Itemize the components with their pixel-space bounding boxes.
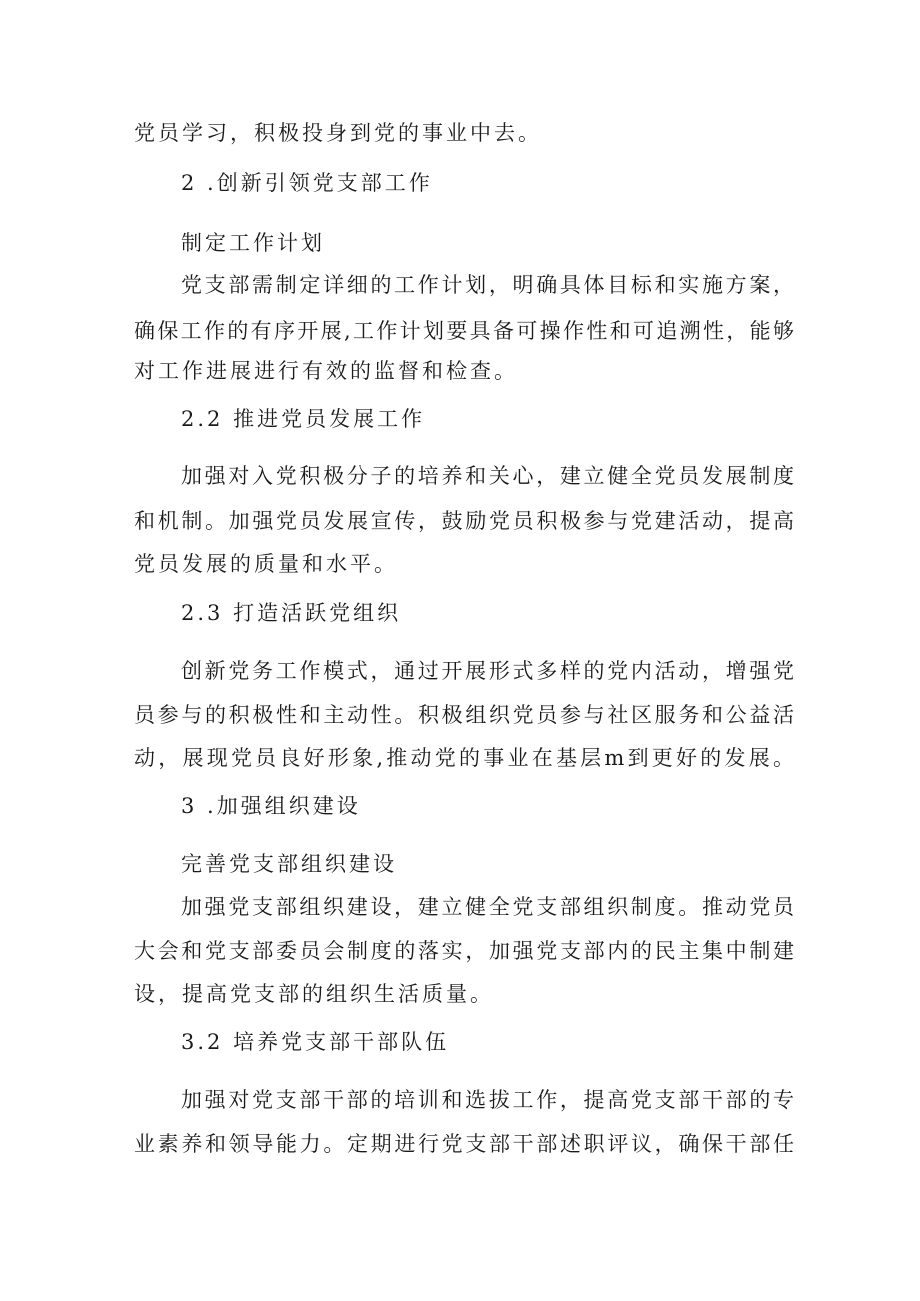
paragraph-line: 党员学习，积极投身到党的事业中去。: [134, 121, 542, 145]
paragraph-line: 党支部需制定详细的工作计划，明确具体目标和实施方案，: [181, 273, 794, 297]
paragraph-line: 大会和党支部委员会制度的落实，加强党支部内的民主集中制建: [134, 939, 794, 963]
paragraph-line: 加强对党支部干部的培训和选拔工作，提高党支部干部的专: [181, 1088, 794, 1112]
subsection-heading: 3.2 培养党支部干部队伍: [181, 1030, 450, 1054]
paragraph-line: 党员发展的质量和水平。: [134, 552, 398, 576]
paragraph-line: 动，展现党员良好形象,推动党的事业在基层m到更好的发展。: [134, 746, 794, 770]
subsection-heading: 2.2 推进党员发展工作: [181, 407, 426, 431]
paragraph-line: 设，提高党支部的组织生活质量。: [134, 982, 494, 1006]
paragraph-line: 业素养和领导能力。定期进行党支部干部述职评议，确保干部任: [134, 1132, 794, 1156]
paragraph-line: 对工作进展进行有效的监督和检查。: [134, 359, 518, 383]
subsection-heading: 2.3 打造活跃党组织: [181, 601, 402, 625]
paragraph-line: 和机制。加强党员发展宣传，鼓励党员积极参与党建活动，提高: [134, 509, 794, 533]
paragraph-line: 员参与的积极性和主动性。积极组织党员参与社区服务和公益活: [134, 703, 794, 727]
paragraph-line: 确保工作的有序开展,工作计划要具备可操作性和可追溯性，能够: [134, 319, 794, 343]
paragraph-line: 加强党支部组织建设，建立健全党支部组织制度。推动党员: [181, 895, 794, 919]
section-heading: 2 .创新引领党支部工作: [181, 171, 433, 195]
subsection-heading: 完善党支部组织建设: [181, 852, 397, 876]
paragraph-line: 创新党务工作模式，通过开展形式多样的党内活动，增强党: [181, 659, 794, 683]
subsection-heading: 制定工作计划: [181, 231, 325, 255]
section-heading: 3 .加强组织建设: [181, 794, 361, 818]
paragraph-line: 加强对入党积极分子的培养和关心，建立健全党员发展制度: [181, 464, 794, 488]
